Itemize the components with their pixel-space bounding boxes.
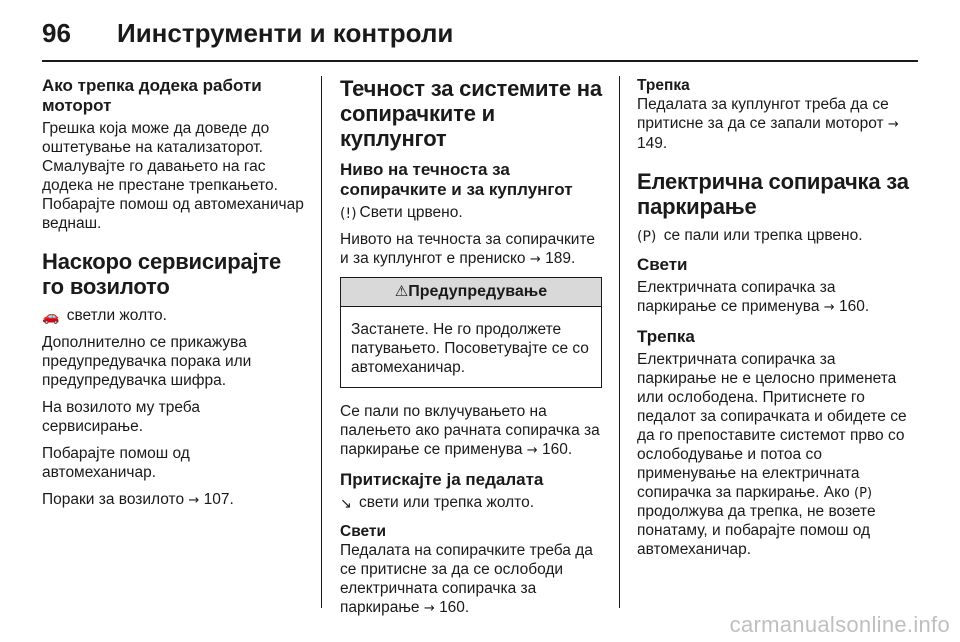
paragraph: Педалата на сопирачките треба да се притисне за да се ослободи електричната сопирачка за паркирање → 160. — [340, 542, 593, 616]
paragraph: Електричната сопирачка за паркирање се применува → 160. — [637, 279, 870, 315]
page-reference[interactable]: 149. — [637, 135, 668, 152]
warning-header: ⚠Предупредување — [341, 278, 601, 307]
pedal-icon: ↘ — [340, 496, 352, 512]
paragraph: (!) Свети црвено. — [340, 204, 463, 222]
page-reference[interactable]: 160. — [838, 298, 870, 315]
page-reference[interactable]: 160. — [439, 599, 470, 616]
paragraph: Дополнително се прикажува предупредувачка порака или предупредувачка шифра. — [42, 334, 252, 389]
page-number: 96 — [42, 18, 71, 48]
section-heading-electric-parking-brake: Електрична сопирачка за паркирање — [637, 169, 909, 219]
sub-heading-flashing: Трепка — [637, 327, 695, 346]
header-rule — [42, 60, 918, 62]
sub-heading-fluid-level: Ниво на течноста за сопирачките и за куплунгот — [340, 160, 573, 199]
paragraph: Педалата за куплунгот треба да се притисне за да се запали моторот → 149. — [637, 96, 899, 152]
page-reference[interactable]: 160. — [541, 441, 573, 458]
section-heading-brake-clutch-fluid: Течност за системите на сопирачките и куплунгот — [340, 76, 602, 151]
brake-fluid-icon: (!) — [340, 206, 357, 222]
paragraph: Се пали по вклучувањето на палењето ако рачната сопирачка за паркирање се применува → 160. — [340, 403, 600, 458]
warning-body — [341, 307, 601, 387]
section-heading-flashing-engine-running: Ако трепка додека работи моторот — [42, 76, 262, 115]
page-reference-arrow-icon: → — [823, 300, 835, 315]
page-reference-arrow-icon: → — [423, 601, 435, 616]
paragraph: 🚗 светли жолто. — [42, 307, 167, 325]
page-reference-arrow-icon: → — [526, 443, 538, 458]
paragraph: Електричната сопирачка за паркирање не е целосно применета или ослободена. Притиснете го педалот за сопирачката и обидете се да го препоставите системот прво со ослободување и потоа со применување на електричната сопирачка за паркирање. Ако (P) продолжува да трепка, не возете понатаму, и побарајте помош од автомеханичар. — [637, 351, 907, 558]
warning-triangle-icon: ⚠ — [394, 282, 409, 300]
sub-heading-flashing: Трепка — [637, 77, 690, 94]
sub-heading-illuminated: Свети — [637, 255, 688, 274]
paragraph: Грешка која може да доведе до оштетување на катализаторот. Смалувајте го давањето на гас додека не престане трепкањето. Побарајте помош од автомеханичар веднаш. — [42, 120, 304, 232]
paragraph: ↘ свети или трепка жолто. — [340, 494, 535, 512]
warning-text: Застанете. Не го продолжете патувањето. Посоветувајте се со автомеханичар. — [351, 321, 589, 376]
page-reference-arrow-icon: → — [188, 493, 200, 508]
paragraph: Нивото на течноста за сопирачките и за куплунгот е прениско → 189. — [340, 231, 596, 267]
watermark: carmanualsonline.info — [729, 612, 950, 637]
paragraph: Пораки за возилото → 107. — [42, 491, 234, 508]
page-reference[interactable]: 107. — [203, 491, 234, 508]
parking-brake-icon: (P) — [854, 486, 873, 501]
page-reference[interactable]: 189. — [545, 250, 576, 267]
warning-box — [340, 277, 602, 388]
column-divider-2 — [619, 76, 620, 608]
sub-heading-illuminated: Свети — [340, 523, 387, 540]
paragraph: На возилото му треба сервисирање. — [42, 399, 200, 435]
service-vehicle-icon: 🚗 — [42, 309, 60, 325]
column-divider-1 — [321, 76, 322, 608]
page-reference-arrow-icon: → — [529, 252, 541, 267]
paragraph: (P) се пали или трепка црвено. — [637, 227, 863, 245]
section-heading-service-vehicle: Наскоро сервисирајте го возилото — [42, 249, 282, 299]
column-3 — [637, 76, 919, 567]
column-2 — [340, 76, 602, 626]
page-reference-arrow-icon: → — [887, 117, 899, 132]
sub-heading-press-pedal: Притискајте ја педалата — [340, 470, 544, 489]
parking-brake-icon: (P) — [637, 229, 657, 245]
running-head: Иинструменти и контроли — [117, 18, 454, 48]
column-1 — [42, 76, 304, 518]
paragraph: Побарајте помош од автомеханичар. — [42, 445, 190, 481]
